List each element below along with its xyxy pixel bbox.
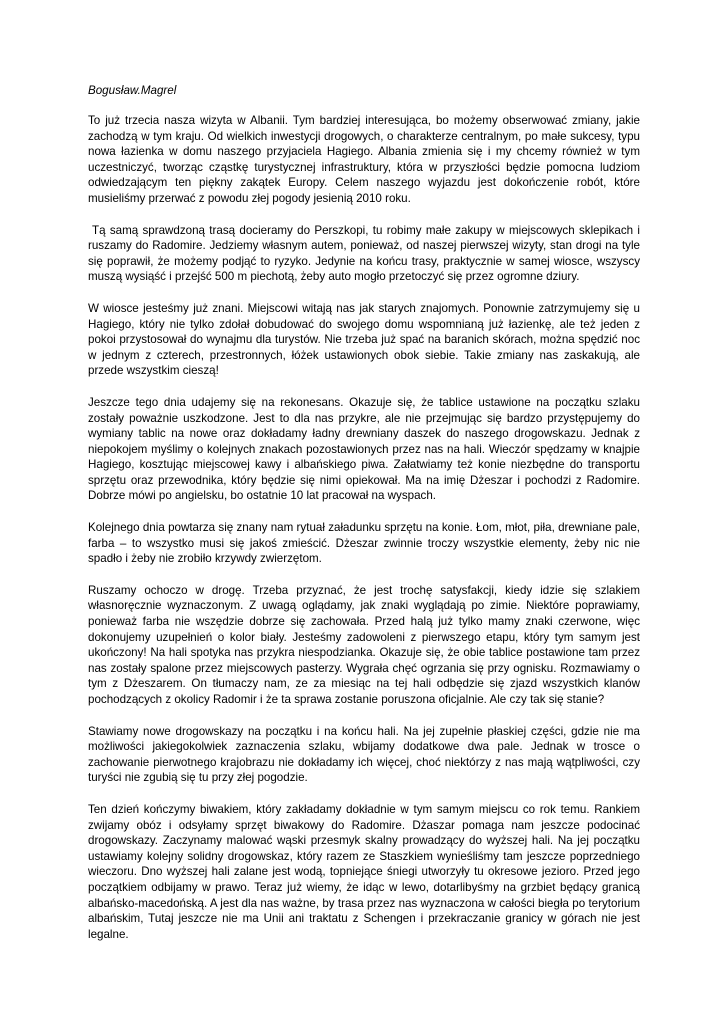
paragraph-village: W wiosce jesteśmy już znani. Miejscowi witają nas jak starych znajomych. Ponownie zatrzymujemy się u Hagiego, który nie tylko zdołał dobudować do swojego domu wspomnianą już łazienkę, ale też jeden z pokoi przystosował do wynajmu dla turystów. Nie trzeba już spać na baranich skórach, można spędzić noc w jednym z czterech, przestronnych, łóżek ustawionych obok siebie. Takie zmiany nas zaskakują, ale przede wszystkim cieszą! (88, 301, 640, 378)
paragraph-recon: Jeszcze tego dnia udajemy się na rekonesans. Okazuje się, że tablice ustawione na początku szlaku zostały poważnie uszkodzone. Jest to dla nas przykre, ale nie przejmując się bardzo przystępujemy do wymiany tablic na nowe oraz dokładamy ładny drewniany daszek do naszego drogowskazu. Jednak z niepokojem myślimy o kolejnych znakach pozostawionych przez nas na hali. Wieczór spędzamy w knajpie Hagiego, kosztując miejscowej kawy i albańskiego piwa. Załatwiamy też konie niezbędne do transportu sprzętu oraz przewodnika, który będzie się nimi opiekował. Ma na imię Dżeszar i pochodzi z Radomire. Dobrze mówi po angielsku, bo ostatnie 10 lat pracował na wyspach. (88, 395, 640, 503)
author-name: Bogusław.Magrel (88, 84, 177, 97)
paragraph-intro: To już trzecia nasza wizyta w Albanii. Tym bardziej interesująca, bo możemy obserwować zmiany, jakie zachodzą w tym kraju. Od wielkich inwestycji drogowych, o charakterze centralnym, po małe sukcesy, typu nowa łazienka w domu naszego przyjaciela Hagiego. Albania zmienia się i my chcemy również w tym uczestniczyć, tworząc cząstkę turystycznej infrastruktury, która w przyszłości będzie pomocna ludziom odwiedzającym ten piękny zakątek Europy. Celem naszego wyjazdu jest dokończenie robót, które musieliśmy przerwać z powodu złej pogody jesienią 2010 roku. (88, 114, 640, 205)
paragraph-loading: Kolejnego dnia powtarza się znany nam rytuał załadunku sprzętu na konie. Łom, młot, piła, drewniane pale, farba – to wszystko musi się jakoś zmieścić. Dżeszar zwinnie troczy wszystkie elementy, żeby nic nie spadło i żeby nie zrobiło krzywdy zwierzętom. (88, 521, 640, 566)
paragraph-bivouac: Ten dzień kończymy biwakiem, który zakładamy dokładnie w tym samym miejscu co rok temu. Rankiem zwijamy obóz i odsyłamy sprzęt biwakowy do Radomire. Dżaszar pomaga nam jeszcze podocinać drogowskazy. Zaczynamy malować wąski przesmyk skalny prowadzący do wyższej hali. Na jej początku ustawiamy kolejny solidny drogowskaz, który razem ze Staszkiem wynieśliśmy tam jeszcze poprzedniego wieczoru. Dno wyższej hali zalane jest wodą, topniejące śniegi utworzyły tu okresowe jezioro. Przed jego początkiem odbijamy w prawo. Teraz już wiemy, że idąc w lewo, dotarlibyśmy na grzbiet będący granicą albańsko-macedońską. A jest dla nas ważne, by trasa przez nas wyznaczona w całości biegła po terytorium albańskim, Tutaj jeszcze nie ma Unii ani traktatu z Schengen i przekraczanie granicy w górach nie jest legalne. (88, 802, 640, 941)
paragraph-trail: Ruszamy ochoczo w drogę. Trzeba przyznać, że jest trochę satysfakcji, kiedy idzie się szlakiem własnoręcznie wyznaczonym. Z uwagą oglądamy, jak znaki wyglądają po zimie. Niektóre poprawiamy, ponieważ farba nie wszędzie dobrze się zachowała. Przed halą już tylko mamy znaki czerwone, więc dokonujemy uzupełnień o kolor biały. Jesteśmy zadowoleni z pierwszego etapu, który tym samym jest ukończony! Na hali spotyka nas przykra niespodzianka. Okazuje się, że obie tablice postawione tam przez nas zostały spalone przez miejscowych pasterzy. Wygrała chęć ogrzania się przy ognisku. Rozmawiamy o tym z Dżeszarem. On tłumaczy nam, ze za miesiąc na tej hali odbędzie się zjazd wszystkich klanów pochodzących z okolicy Radomir i że ta sprawa zostanie poruszona oficjalnie. Ale czy tak się stanie? (88, 583, 640, 706)
paragraph-signposts: Stawiamy nowe drogowskazy na początku i na końcu hali. Na jej zupełnie płaskiej części, gdzie nie ma możliwości jakiegokolwiek zaznaczenia szlaku, wbijamy dodatkowe dwa pale. Jednak w trosce o zachowanie pierwotnego krajobrazu nie dokładamy ich więcej, choć niektórzy z nas mają wątpliwości, czy turyści nie zgubią się tu przy złej pogodzie. (88, 724, 640, 785)
paragraph-route: Tą samą sprawdzoną trasą docieramy do Perszkopi, tu robimy małe zakupy w miejscowych sklepikach i ruszamy do Radomire. Jedziemy własnym autem, ponieważ, od naszej pierwszej wizyty, stan drogi na tyle się poprawił, że możemy podjąć to ryzyko. Jedynie na końcu trasy, praktycznie w samej wiosce, wszyscy muszą wysiąść i przejść 500 m piechotą, żeby auto mogło przetoczyć się przez ogromne dziury. (88, 223, 640, 284)
